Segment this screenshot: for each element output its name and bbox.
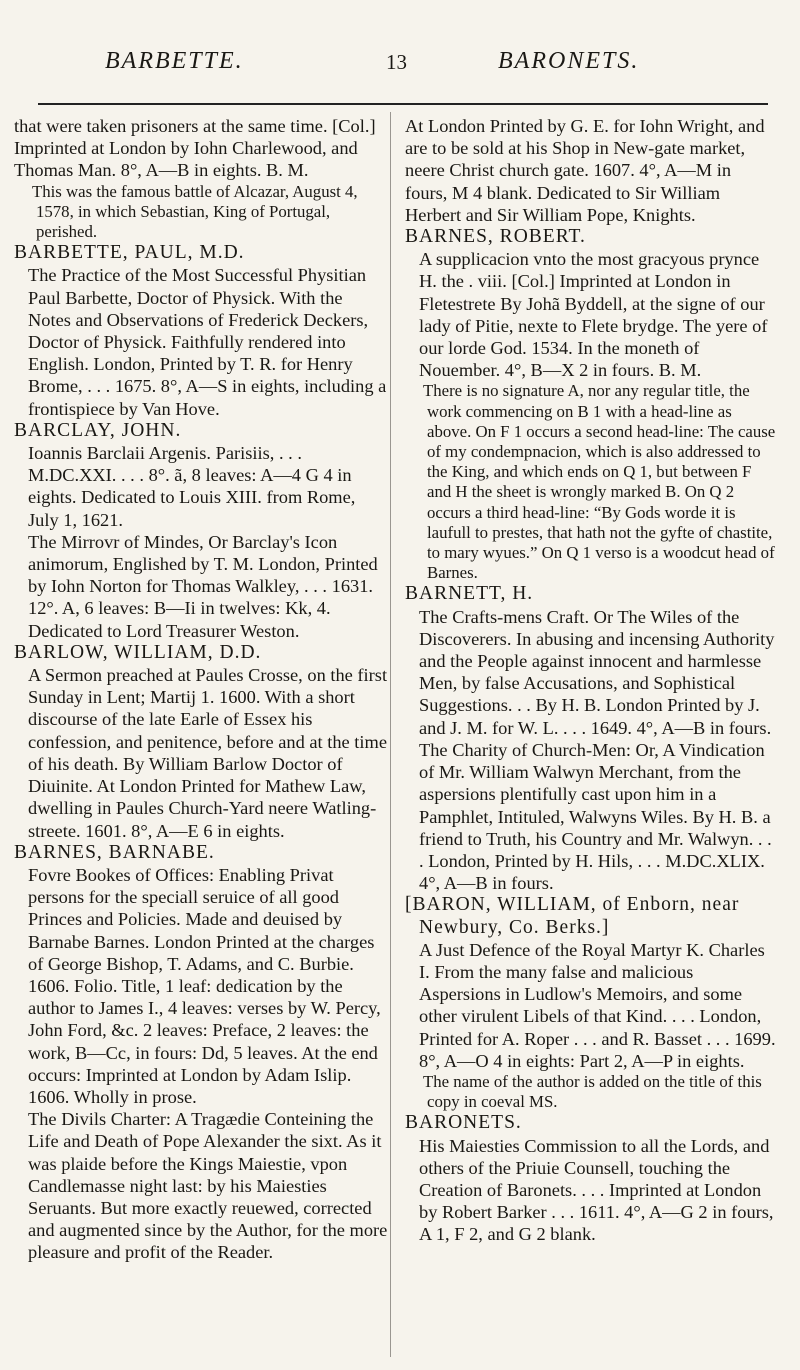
entry-heading: BARONETS. xyxy=(405,1112,522,1134)
entry-heading: BARNETT, H. xyxy=(405,583,534,605)
entry-text: A Just Defence of the Royal Martyr K. Charles I. From the many false and malicious Aspersions in Ludlow's Memoirs, and some other virulent Libels of that Kind. . . . London, Printed for A. Roper . . . and R. Basset . . . 1699. 8°, A—O 4 in eights: Part 2, A—P in eights. xyxy=(419,939,776,1071)
running-header xyxy=(0,48,800,96)
entry-heading: BARNES, ROBERT. xyxy=(405,226,586,248)
entry-text: Ioannis Barclaii Argenis. Parisiis, . . . M.DC.XXI. . . . 8°. ã, 8 leaves: A—4 G 4 in eights. Dedicated to Louis XIII. from Rome, July 1, 1621. xyxy=(28,443,356,530)
entry-text: At London Printed by G. E. for Iohn Wright, and are to be sold at his Shop in New-gate market, neere Christ church gate. 1607. 4°, A—M in fours, M 4 blank. Dedicated to Sir William Herbert and Sir William Pope, Knights. xyxy=(405,116,765,225)
left-running-head: BARBETTE. xyxy=(105,48,244,74)
entry-text: The Charity of Church-Men: Or, A Vindication of Mr. William Walwyn Merchant, from the aspersions plentifully cast upon him in a Pamphlet, Intituled, Walwyns Wiles. By H. B. a friend to Truth, his Country and Mr. Walwyn. . . . London, Printed by H. Hils, . . . M.DC.XLIX. 4°, A—B in fours. xyxy=(419,739,772,894)
entry-heading: BARNES, BARNABE. xyxy=(14,841,215,863)
entry-note: There is no signature A, nor any regular title, the work commencing on B 1 with a head-line as above. On F 1 occurs a second head-line: The cause of my condempnacion, which is also addressed to the King, and which ends on Q 1, but between F and H the sheet is wrongly marked B. On Q 2 occurs a third head-line: “By Gods worde it is laufull to prestes, that hath not the gyfte of chastite, to mary wyues.” On Q 1 verso is a woodcut head of Barnes. xyxy=(423,381,776,583)
entry-text: A Sermon preached at Paules Crosse, on the first Sunday in Lent; Martij 1. 1600. With a short discourse of the late Earle of Essex his confession, and penitence, before and at the time of his death. By William Barlow Doctor of Diuinite. At London Printed for Mathew Law, dwelling in Paules Church-Yard neere Watling-streete. 1601. 8°, A—E 6 in eights. xyxy=(28,665,388,841)
entry-text: His Maiesties Commission to all the Lords, and others of the Priuie Counsell, touching the Creation of Baronets. . . . Imprinted at London by Robert Barker . . . 1611. 4°, A—G 2 in fours, A 1, F 2, and G 2 blank. xyxy=(419,1135,774,1245)
entry-heading: BARBETTE, PAUL, M.D. xyxy=(14,242,245,264)
entry-text: that were taken prisoners at the same time. [Col.] Imprinted at London by Iohn Charlewood, and Thomas Man. 8°, A—B in eights. B. M. xyxy=(14,116,376,181)
entry-text: The Divils Charter: A Tragædie Conteining the Life and Death of Pope Alexander the sixt. As it was plaide before the Kings Maiestie, vpon Candlemasse night last: by his Maiesties Seruants. But more exactly reuewed, corrected and augmented since by the Author, for the more pleasure and profit of the Reader. xyxy=(28,1109,388,1263)
column-divider xyxy=(390,112,391,1357)
right-running-head: BARONETS. xyxy=(498,48,640,74)
entry-heading: [BARON, WILLIAM, of Enborn, near Newbury, Co. Berks.] xyxy=(405,894,740,938)
entry-text: The Practice of the Most Successful Physitian Paul Barbette, Doctor of Physick. With the Notes and Observations of Frederick Deckers, Doctor of Physick. Faithfully rendered into English. London, Printed by T. R. for Henry Brome, . . . 1675. 8°, A—S in eights, including a frontispiece by Van Hove. xyxy=(28,265,387,419)
entry-note: This was the famous battle of Alcazar, August 4, 1578, in which Sebastian, King of Portugal, perished. xyxy=(32,181,358,242)
entry-note: The name of the author is added on the title of this copy in coeval MS. xyxy=(423,1071,762,1112)
left-column xyxy=(14,115,389,1264)
entry-text: The Crafts-mens Craft. Or The Wiles of the Discoverers. In abusing and incensing Authority and the People against innocent and harmlesse Men, by false Accusations, and Sophistical Suggestions. . . By H. B. London Printed by J. and J. M. for W. L. . . . 1649. 4°, A—B in fours. xyxy=(419,606,775,738)
entry-text: A supplicacion vnto the most gracyous prynce H. the . viii. [Col.] Imprinted at London in Fletestrete By Johã Byddell, at the signe of our lady of Pitie, nexte to Flete brydge. The yere of our lorde God. 1534. In the moneth of Nouember. 4°, B—X 2 in fours. B. M. xyxy=(419,249,768,381)
right-column xyxy=(405,115,777,1246)
entry-heading: BARLOW, WILLIAM, D.D. xyxy=(14,641,262,663)
entry-text: Fovre Bookes of Offices: Enabling Privat persons for the speciall seruice of all good Princes and Policies. Made and deuised by Barnabe Barnes. London Printed at the charges of George Bishop, T. Adams, and C. Burbie. 1606. Folio. Title, 1 leaf: dedication by the author to James I., 4 leaves: verses by W. Percy, John Ford, &c. 2 leaves: Preface, 2 leaves: the work, B—Cc, in fours: Dd, 5 leaves. At the end occurs: Imprinted at London by Adam Islip. 1606. Wholly in prose. xyxy=(28,864,381,1107)
page-number: 13 xyxy=(386,50,407,74)
entry-heading: BARCLAY, JOHN. xyxy=(14,419,182,441)
header-rule xyxy=(38,103,768,105)
entry-text: The Mirrovr of Mindes, Or Barclay's Icon animorum, Englished by T. M. London, Printed by Iohn Norton for Thomas Walkley, . . . 1631. 12°. A, 6 leaves: B—Ii in twelves: Kk, 4. Dedicated to Lord Treasurer Weston. xyxy=(28,531,378,641)
